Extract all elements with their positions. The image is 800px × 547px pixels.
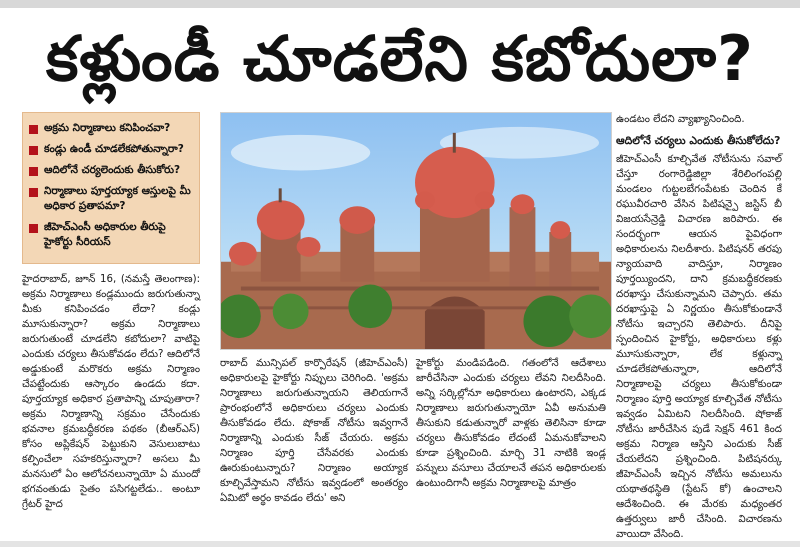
headline: కళ్లుండీ చూడలేని కబోదులా? — [46, 22, 754, 95]
article-column-1 — [22, 272, 200, 512]
high-court-photo — [220, 112, 612, 350]
highlight-item — [29, 121, 193, 136]
highlight-item — [29, 142, 193, 157]
article-column-4 — [616, 112, 782, 542]
highlight-text: జీహెచ్ఎంసీ అధికారుల తీరుపై హైకోర్టు సీరియస్ — [44, 221, 166, 248]
highlights-box — [22, 112, 200, 264]
article-paragraph: జీహెచ్ఎంసీ కూల్చివేత నోటీసును సవాల్ చేస్తూ రంగారెడ్డిజిల్లా శేరిలింగంపల్లి మండలం గుట్టలబేగంపేటకు చెందిన కే రఘువీరచారి వేసిన పిటిషన్పై జస్టిస్ బీ విజయసేన్రెడ్డి విచారణ జరిపారు. ఈ సందర్భంగా ఆయన పైవిధంగా అధికారులను నిలదీశారు. పిటిషనర్ తరపు న్యాయవాది వాదిస్తూ, నిర్మాణం పూర్తయ్యిందని, దాని క్రమబద్ధీకరణకు దరఖాస్తు చేసుకున్నామని చెప్పారు. తమ దరఖాస్తుపై ఏ నిర్ణయం తీసుకోకుండానే నోటీసు ఇచ్చారని తెలిపారు. దీనిపై స్పందించిన హైకోర్టు, అధికారులు కళ్లు మూసుకున్నారా, లేక కళ్లున్నా చూడలేకపోతున్నారా, ఆదిలోనే నిర్మాణాలపై చర్యలు తీసుకోకుండా నిర్మాణం పూర్తి అయ్యాక కూల్చివేత నోటీసు ఇవ్వడం ఏమిటని నిలదీసింది. షోకాజ్ నోటీసు జారీచేసిన పుడే సెక్షన్ 461 కింద అక్రమ నిర్మాణ ఆస్తిని ఎందుకు సీజ్ చేయలేదని ప్రశ్నించింది. పిటిషనర్కు జీహెచ్ఎంసీ ఇచ్చిన నోటీసు అమలును యథాతథస్థితి (స్టేటస్ కో) ఉంచాలని ఆదేశించింది. ఈ మేరకు మధ్యంతర ఉత్తర్వులు జారీ చేసింది. విచారణను వాయిదా వేసింది. — [616, 154, 782, 540]
bullet-icon — [29, 146, 38, 155]
highlight-item — [29, 163, 193, 178]
highlight-item — [29, 184, 193, 214]
highlight-text: నిర్మాణాలు పూర్తయ్యాక ఆస్తులపై మీ అధికార ప్రతాపమా? — [44, 185, 191, 212]
article-column-3 — [416, 356, 606, 491]
article-paragraph: ఉండటం లేదని వ్యాఖ్యానించింది. — [616, 114, 745, 125]
highlight-text: ఆదిలోనే చర్యలెందుకు తీసుకోరు? — [44, 164, 181, 176]
section-subheading: ఆదిలోనే చర్యలు ఎందుకు తీసుకోలేదు? — [616, 134, 781, 147]
article-paragraph: హైకోర్టు మండిపడింది. గతంలోనే ఆదేశాలు జారీచేసినా ఎందుకు చర్యలు లేవని నిలదీసింది. అన్ని సర్కిల్లోనూ అధికారులు ఉంటారని, ఎక్కడ నిర్మాణాలు జరుగుతున్నాయో ఏవీ అనుమతి తీసుకుని కడుతున్నారో వాళ్లకు తెలిసినా కూడా చర్యలు తీసుకోవడం లేదంటే ఏమనుకోవాలని కూడా ప్రశ్నించింది. మార్చి 31 నాటికి ఇండ్ల పన్నులు వసూలు చేయాలనే తపన అధికారులకు ఉంటుందిగానీ అక్రమ నిర్మాణాలపై మాత్రం — [416, 358, 606, 489]
highlight-text: అక్రమ నిర్మాణాలు కనిపించవా? — [44, 122, 171, 134]
article-paragraph: హైదరాబాద్, జూన్ 16, (నమస్తే తెలంగాణ): అక్రమ నిర్మాణాలు కండ్లముందు జరుగుతున్నా మీకు కనిపించడం లేదా? కండ్లు మూసుకున్నారా? అక్రమ నిర్మాణాలు జరుగుతుంటే చూడలేని కబోదులా? వాటిపై ఎందుకు చర్యలు తీసుకోవడం లేదు? ఆదిలోనే అడ్డుకుంటే మరొకరు అక్రమ నిర్మాణం చేపట్టేందుకు ఆస్కారం ఉండదు కదా. పూర్తయ్యాక అధికార ప్రతాపాన్ని చూపుతారా? అక్రమ నిర్మాణాన్ని సక్రమం చేసేందుకు భవనాల క్రమబద్ధీకరణ పథకం (బీఆర్ఎస్) కోసం అప్లికేషన్ పెట్టుకుని వెసులుబాటు కల్పించేలా సహకరిస్తున్నారా? అసలు మీ మనసులో ఏం ఆలోచనలున్నాయో ఏ ముందో భగవంతుడు సైతం పసిగట్టలేడు.. అంటూ గ్రేటర్ హైద — [22, 274, 200, 510]
bullet-icon — [29, 167, 38, 176]
bottom-rule — [0, 541, 800, 547]
highlight-item — [29, 220, 193, 250]
article-paragraph: రాబాద్ మున్సిపల్ కార్పొరేషన్ (జీహెచ్ఎంసీ) అధికారులపై హైకోర్టు నిప్పులు చెరిగింది. 'అక్రమ నిర్మాణాలు జరుగుతున్నాయని తెలియగానే ప్రారంభంలోనే అధికారులు చర్యలు ఎందుకు తీసుకోవడం లేదు. షోకాజ్ నోటీసు ఇవ్వగానే నిర్మాణాన్ని ఎందుకు సీజ్ చేయరు. అక్రమ నిర్మాణం పూర్తి చేసేవరకు ఎందుకు ఊరుకుంటున్నారు? నిర్మాణం అయ్యాక కూల్చివేస్తామని నోటీసు ఇవ్వడంలో అంతర్యం ఏమిటో అర్థం కావడం లేదు' అని — [220, 358, 408, 504]
bullet-icon — [29, 125, 38, 134]
article-column-2 — [220, 356, 408, 506]
bullet-icon — [29, 188, 38, 197]
highlight-text: కండ్లు ఉండీ చూడలేకపోతున్నారా? — [44, 143, 184, 155]
top-rule — [0, 0, 800, 8]
bullet-icon — [29, 224, 38, 233]
high-court-building-illustration — [221, 113, 611, 349]
